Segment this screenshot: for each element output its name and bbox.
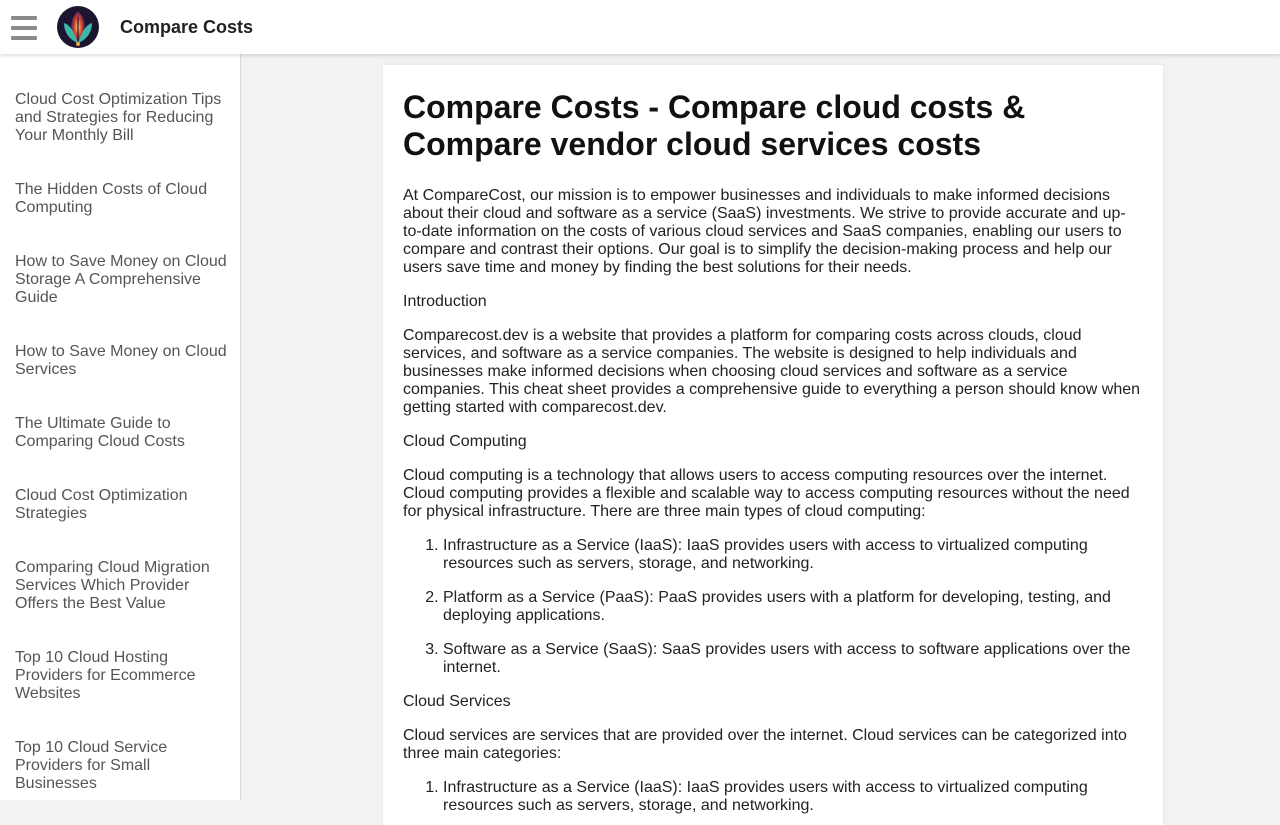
mission-paragraph: At CompareCost, our mission is to empower businesses and individuals to make informed decisions about their cloud and software as a service (SaaS) investments. We strive to provide accurate and up-to-date information on the costs of various cloud services and SaaS companies, enabling our users to compare and contrast their options. Our goal is to simplify the decision-making process and help our users save time and money by finding the best solutions for their needs.: [403, 187, 1126, 276]
sidebar-item-ecommerce-hosting[interactable]: Top 10 Cloud Hosting Providers for Ecommerce Websites: [15, 649, 196, 702]
sidebar-item-migration-services[interactable]: Comparing Cloud Migration Services Which Provider Offers the Best Value: [15, 559, 210, 612]
list-item: 1. Infrastructure as a Service (IaaS): IaaS provides users with access to virtualized computing resources such as servers, storage, and networking.: [443, 779, 1143, 815]
sidebar-item-hidden-costs[interactable]: The Hidden Costs of Cloud Computing: [15, 181, 208, 216]
sidebar: [0, 54, 241, 800]
cloud-services-list: [403, 779, 1143, 815]
sidebar-item-save-money-services[interactable]: How to Save Money on Cloud Services: [15, 343, 227, 378]
introduction-heading: Introduction: [403, 293, 487, 310]
cloud-services-paragraph: Cloud services are services that are provided over the internet. Cloud services can be categorized into three main categories:: [403, 727, 1127, 762]
article-content: [383, 65, 1163, 825]
hamburger-menu-icon[interactable]: [11, 16, 37, 40]
site-logo-icon[interactable]: [56, 5, 100, 49]
cloud-services-heading: Cloud Services: [403, 693, 511, 710]
list-item: 2. Platform as a Service (PaaS): PaaS provides users with a platform for developing, testing, and deploying applications.: [443, 589, 1143, 625]
sidebar-item-cost-optimization-tips[interactable]: Cloud Cost Optimization Tips and Strategies for Reducing Your Monthly Bill: [15, 91, 222, 144]
cloud-computing-paragraph: Cloud computing is a technology that allows users to access computing resources over the internet. Cloud computing provides a flexible and scalable way to access computing resources without the need for physical infrastructure. There are three main types of cloud computing:: [403, 467, 1130, 520]
top-bar: [0, 0, 1280, 54]
sidebar-item-small-business-providers[interactable]: Top 10 Cloud Service Providers for Small Businesses: [15, 739, 168, 792]
introduction-paragraph: Comparecost.dev is a website that provides a platform for comparing costs across clouds, cloud services, and software as a service companies. The website is designed to help individuals and businesses make informed decisions when choosing cloud services and software as a service companies. This cheat sheet provides a comprehensive guide to everything a person should know when getting started with comparecost.dev.: [403, 327, 1141, 416]
page-title: Compare Costs - Compare cloud costs & Compare vendor cloud services costs: [403, 89, 1026, 162]
list-item: 1. Infrastructure as a Service (IaaS): IaaS provides users with access to virtualized computing resources such as servers, storage, and networking.: [443, 537, 1143, 573]
site-title[interactable]: Compare Costs: [120, 17, 254, 37]
sidebar-item-optimization-strategies[interactable]: Cloud Cost Optimization Strategies: [15, 487, 188, 522]
list-item: 3. Software as a Service (SaaS): SaaS provides users with access to software applications over the internet.: [443, 641, 1143, 677]
sidebar-item-ultimate-guide[interactable]: The Ultimate Guide to Comparing Cloud Costs: [15, 415, 185, 450]
sidebar-item-save-money-storage[interactable]: How to Save Money on Cloud Storage A Comprehensive Guide: [15, 253, 227, 306]
cloud-computing-list: [403, 537, 1143, 677]
cloud-computing-heading: Cloud Computing: [403, 433, 527, 450]
